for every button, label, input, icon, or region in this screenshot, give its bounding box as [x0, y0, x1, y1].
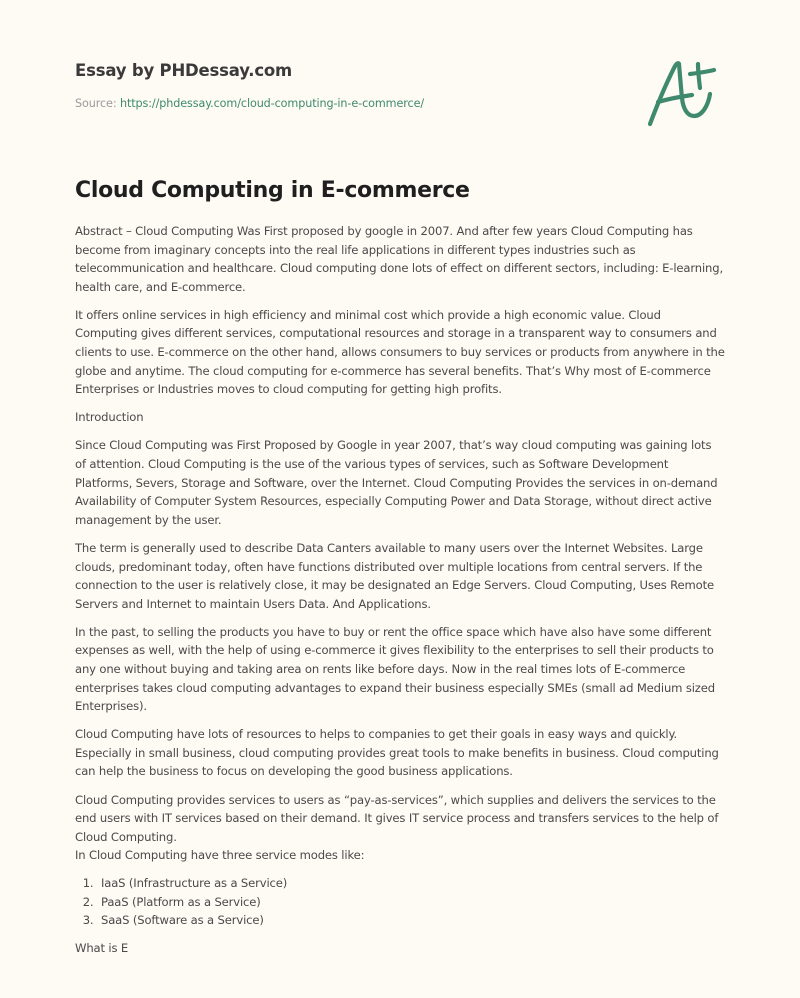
- paragraph: Since Cloud Computing was First Proposed by Google in year 2007, that’s way cloud computing was gaining lots of attention. Cloud Computing is the use of the various types of services, such as Software Development Platforms, Severs, Storage and Software, over the Internet. Cloud Computing Provides the services in on-demand Availability of Computer System Resources, especially Computing Power and Data Storage, without direct active management by the user.: [75, 438, 718, 527]
- paragraph: Cloud Computing provides services to users as “pay-as-services”, which supplies and delivers the services to the end users with IT services based on their demand. It gives IT service process and transfers services to the help of Cloud Computing.: [75, 792, 719, 844]
- source-line: [75, 97, 635, 111]
- truncated-paragraph: What is E: [75, 940, 129, 955]
- section-heading-introduction: Introduction: [75, 410, 144, 425]
- service-modes-list: [75, 874, 725, 930]
- list-item: 3. SaaS (Software as a Service): [97, 911, 725, 930]
- paragraph: It offers online services in high efficiency and minimal cost which provide a high economic value. Cloud Computing gives different services, computational resources and storage in a transparent way to consumers and clients to use. E-commerce on the other hand, allows consumers to buy services or products from anywhere in the globe and anytime. The cloud computing for e-commerce has several benefits. That’s Why most of E-commerce Enterprises or Industries moves to cloud computing for getting high profits.: [75, 307, 725, 397]
- list-item: 2. PaaS (Platform as a Service): [97, 893, 725, 912]
- site-brand: Essay by PHDessay.com: [75, 61, 293, 80]
- abstract-paragraph: Abstract – Cloud Computing Was First proposed by google in 2007. And after few years Cloud Computing has become from imaginary concepts into the real life applications in different types industries such as telecommunication and healthcare. Cloud computing done lots of effect on different sectors, including: E-learning, health care, and E-commerce.: [75, 224, 723, 294]
- essay-body: [75, 222, 725, 967]
- a-plus-grade-icon: [640, 50, 740, 134]
- page-header: [75, 60, 635, 111]
- list-item: 1. IaaS (Infrastructure as a Service): [97, 874, 725, 893]
- paragraph: Cloud Computing have lots of resources to helps to companies to get their goals in easy ways and quickly. Especially in small business, cloud computing provides great tools to make benefits in business. Cloud computing can help the business to focus on developing the good business applications.: [75, 727, 719, 779]
- paragraph: The term is generally used to describe Data Canters available to many users over the Internet Websites. Large clouds, predominant today, often have functions distributed over multiple locations from central servers. If the connection to the user is relatively close, it may be designated an Edge Servers. Cloud Computing, Uses Remote Servers and Internet to maintain Users Data. And Applications.: [75, 540, 714, 611]
- paragraph: In the past, to selling the products you have to buy or rent the office space which have also have some different expenses as well, with the help of using e-commerce it gives flexibility to the enterprises to sell their products to any one without buying and taking area on rents like before days. Now in the real times lots of E-commerce enterprises takes cloud computing advantages to expand their business especially SMEs (small ad Medium sized Enterprises).: [75, 624, 715, 714]
- essay-title: Cloud Computing in E-commerce: [75, 178, 470, 203]
- paragraph: In Cloud Computing have three service modes like:: [75, 848, 365, 863]
- source-link[interactable]: https://phdessay.com/cloud-computing-in-e-commerce/: [119, 97, 425, 110]
- source-label: Source:: [75, 97, 120, 110]
